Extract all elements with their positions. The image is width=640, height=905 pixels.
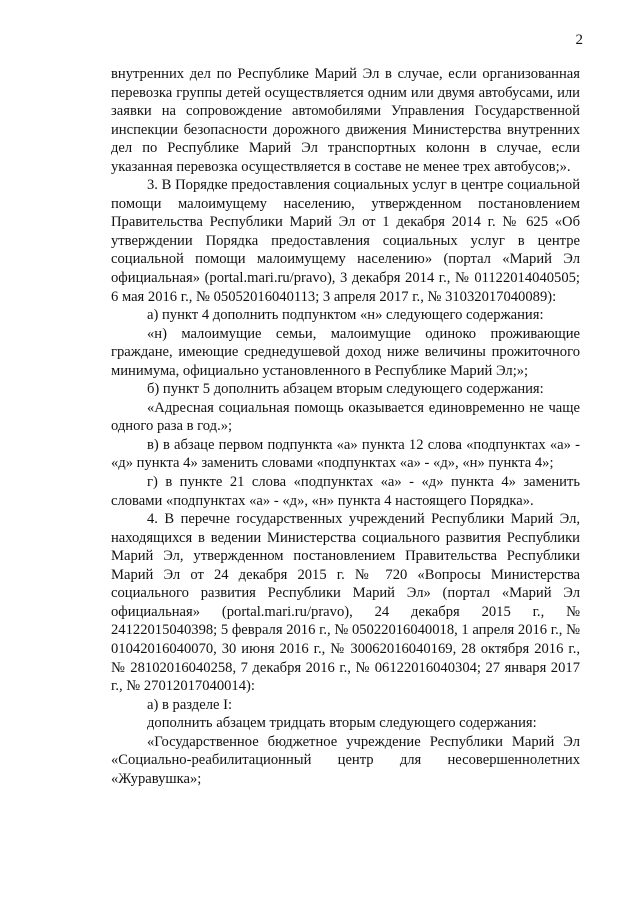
paragraph-subitem-b: б) пункт 5 дополнить абзацем вторым следующего содержания: (147, 381, 544, 398)
paragraph-subitem-g: г) в пункте 21 слова «подпунктах «а» - «д» пункта 4» заменить словами «подпунктах «а» - «д», «н» пункта 4 настоящего Порядка». (111, 474, 580, 509)
paragraph-add-abzac: дополнить абзацем тридцать вторым следующего содержания: (147, 715, 537, 732)
paragraph-quote-n: «н) малоимущие семьи, малоимущие одиноко проживающие граждане, имеющие среднедушевой доход ниже величины прожиточного минимума, официально установленного в Республике Марий Эл;»; (111, 325, 580, 379)
paragraph-item-4: 4. В перечне государственных учреждений Республики Марий Эл, находящихся в ведении Министерства социального развития Республики Марий Эл, утвержденном постановлением Правительства Республики Марий Эл от 24 декабря 2015 г. № 720 «Вопросы Министерства социального развития Республики Марий Эл» (портал «Марий Эл официальная» (portal.mari.ru/pravo), 24 декабря 2015 г., № 24122015040398; 5 февраля 2016 г., № 05022016040018, 1 апреля 2016 г., № 01042016040070, 30 июня 2016 г., № 30062016040169, 28 октября 2016 г., № 28102016040258, 7 декабря 2016 г., № 06122016040304; 27 января 2017 г., № 27012017040014): (111, 511, 580, 695)
paragraph-quote-institution: «Государственное бюджетное учреждение Республики Марий Эл «Социально-реабилитационный центр для несовершеннолетних «Журавушка»; (111, 733, 580, 787)
page-number: 2 (575, 32, 583, 48)
paragraph-continuation: внутренних дел по Республике Марий Эл в случае, если организованная перевозка группы детей осуществляется одним или двумя автобусами, или заявки на сопровождение автомобилями Управления Государственной инспекции безопасности дорожного движения Министерства внутренних дел по Республике Марий Эл транспортных колонн в случае, если указанная перевозка осуществляется в составе не менее трех автобусов;». (111, 66, 580, 175)
document-body (111, 65, 580, 788)
paragraph-subitem-a: а) пункт 4 дополнить подпунктом «н» следующего содержания: (147, 307, 544, 324)
paragraph-item-3: 3. В Порядке предоставления социальных услуг в центре социальной помощи малоимущему населению, утвержденном постановлением Правительства Республики Марий Эл от 1 декабря 2014 г. № 625 «Об утверждении Порядка предоставления социальных услуг в центре социальной помощи малоимущему населению» (портал «Марий Эл официальная» (portal.mari.ru/pravo), 3 декабря 2014 г., № 01122014040505; 6 мая 2016 г., № 05052016040113; 3 апреля 2017 г., № 31032017040089): (111, 177, 580, 305)
paragraph-section-1: а) в разделе I: (147, 696, 233, 713)
paragraph-quote-address-help: «Адресная социальная помощь оказывается единовременно не чаще одного раза в год.»; (111, 399, 580, 435)
paragraph-subitem-v: в) в абзаце первом подпункта «а» пункта 12 слова «подпунктах «а» - «д» пункта 4» заменить словами «подпунктах «а» - «д», «н» пункта 4»; (111, 436, 580, 472)
